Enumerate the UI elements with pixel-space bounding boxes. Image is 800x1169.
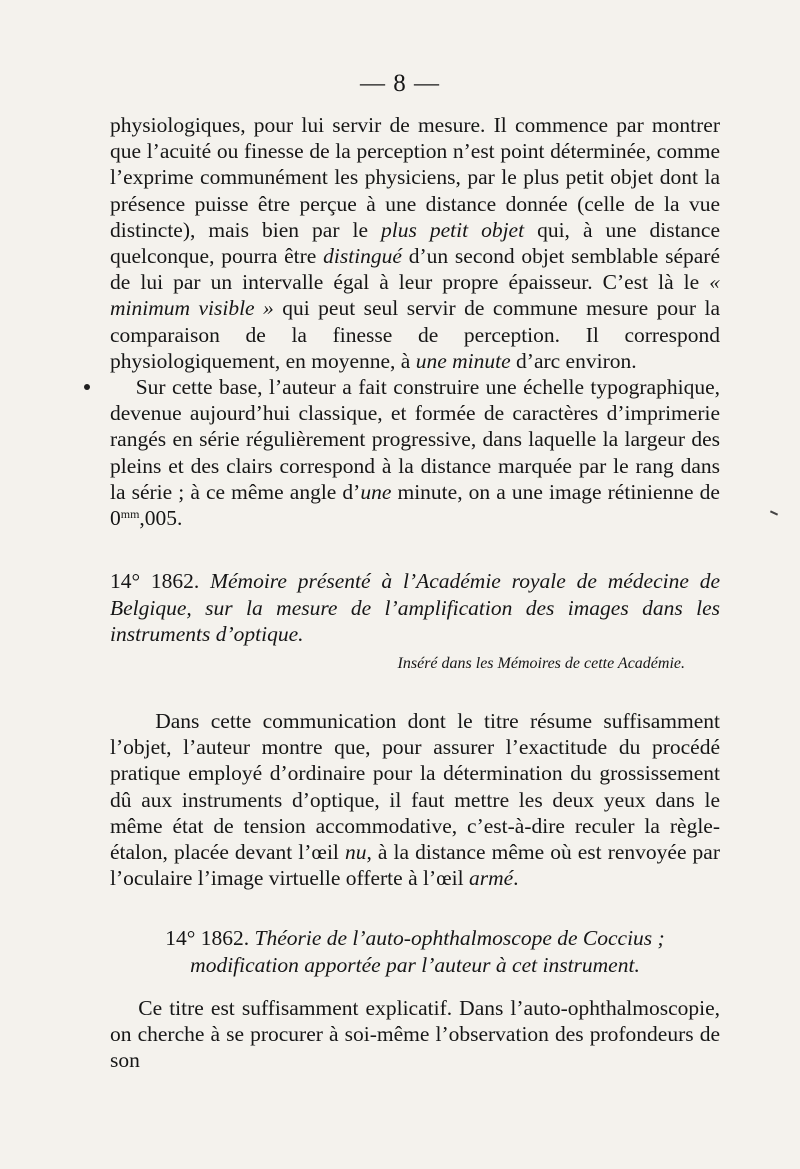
paragraph-2-text-d: ,005. bbox=[139, 506, 183, 531]
paragraph-4 bbox=[110, 995, 720, 1074]
paragraph-3-text-e: . bbox=[513, 866, 519, 891]
paragraph-1-text-c: qui, à une distance quelconque, pourra être bbox=[110, 217, 720, 269]
entry-1-note: Inséré dans les Mémoires de cette Académie. bbox=[397, 655, 685, 672]
entry-heading-1 bbox=[110, 568, 720, 648]
paragraph-1-italic-one-minute: une minute bbox=[415, 348, 511, 373]
paragraph-1-italic-minimum-visible: « minimum visible » bbox=[110, 270, 720, 321]
paragraph-2-text-c: minute, on a une image rétinienne de 0 bbox=[110, 479, 720, 531]
paragraph-4-text-a: Ce titre est suffisamment explicatif. Dans l’auto-ophthalmoscopie, on cherche à se procurer à soi-même l’observation des profondeurs de son bbox=[110, 996, 720, 1073]
paragraph-3 bbox=[110, 708, 720, 891]
paragraph-2 bbox=[110, 374, 720, 531]
paragraph-3-italic-naked: nu bbox=[344, 840, 367, 865]
paragraph-1 bbox=[110, 112, 720, 374]
entry-2-number: 14° 1862. bbox=[165, 926, 255, 950]
page-number: — 8 — bbox=[360, 70, 440, 97]
paragraph-2-text bbox=[110, 374, 720, 531]
paragraph-1-text bbox=[110, 112, 720, 374]
paragraph-1-text-e: d’un second objet semblable séparé de lui par un intervalle égal à leur propre épaisseur. C’est là le bbox=[110, 244, 720, 295]
paragraph-2-italic-one: une bbox=[360, 479, 392, 504]
paragraph-1-text-i: d’arc environ. bbox=[510, 348, 637, 373]
entry-1-title: Mémoire présenté à l’Académie royale de médecine de Belgique, sur la mesure de l’amplification des images dans les instruments d’optique. bbox=[110, 569, 720, 647]
entry-2-title: Théorie de l’auto-ophthalmoscope de Coccius ; modification apportée par l’auteur à cet instrument. bbox=[190, 926, 665, 977]
ink-dot-mark bbox=[84, 384, 90, 390]
paragraph-3-text bbox=[110, 708, 720, 891]
paragraph-2-text-a: Sur cette base, l’auteur a fait construire une échelle typographique, devenue aujourd’hui classique, et formée de caractères d’imprimerie rangés en série régulièrement progressive, dans laquelle la largeur des pleins et des clairs correspond à la distance marquée par le rang dans la série ; à ce même angle d’ bbox=[110, 375, 720, 504]
paragraph-1-text-a: physiologiques, pour lui servir de mesure. Il commence par montrer que l’acuité ou finesse de la perception n’est point déterminée, comme l’exprime communément les physiciens, par le plus petit objet dont la présence puisse être perçue à une distance donnée (celle de la vue distincte), mais bien par le bbox=[110, 113, 720, 242]
paragraph-4-text bbox=[110, 995, 720, 1074]
paragraph-1-italic-distinguished: distingué bbox=[323, 244, 402, 269]
paragraph-1-italic-small-object: plus petit objet bbox=[381, 217, 525, 242]
entry-1-number: 14° 1862. bbox=[110, 569, 211, 593]
ink-dash-mark bbox=[770, 510, 778, 515]
paragraph-3-text-c: , à la distance même où est renvoyée par l’oculaire l’image virtuelle offerte à l’œil bbox=[110, 840, 720, 891]
paragraph-1-text-g: qui peut seul servir de commune mesure pour la comparaison de la finesse de perception. Il correspond physiologiquement, en moyenne, à bbox=[110, 296, 720, 373]
entry-heading-2 bbox=[110, 925, 720, 978]
millimeter-superscript: mm bbox=[120, 507, 140, 522]
paragraph-3-italic-armed: armé bbox=[468, 866, 514, 891]
paragraph-3-text-a: Dans cette communication dont le titre résume suffisamment l’objet, l’auteur montre que, pour assurer l’exactitude du procédé pratique employé d’ordinaire pour la détermination du grossissement dû aux instruments d’optique, il faut mettre les deux yeux dans le même état de tension accommodative, c’est-à-dire reculer la règle-étalon, placée devant l’œil bbox=[110, 709, 720, 865]
